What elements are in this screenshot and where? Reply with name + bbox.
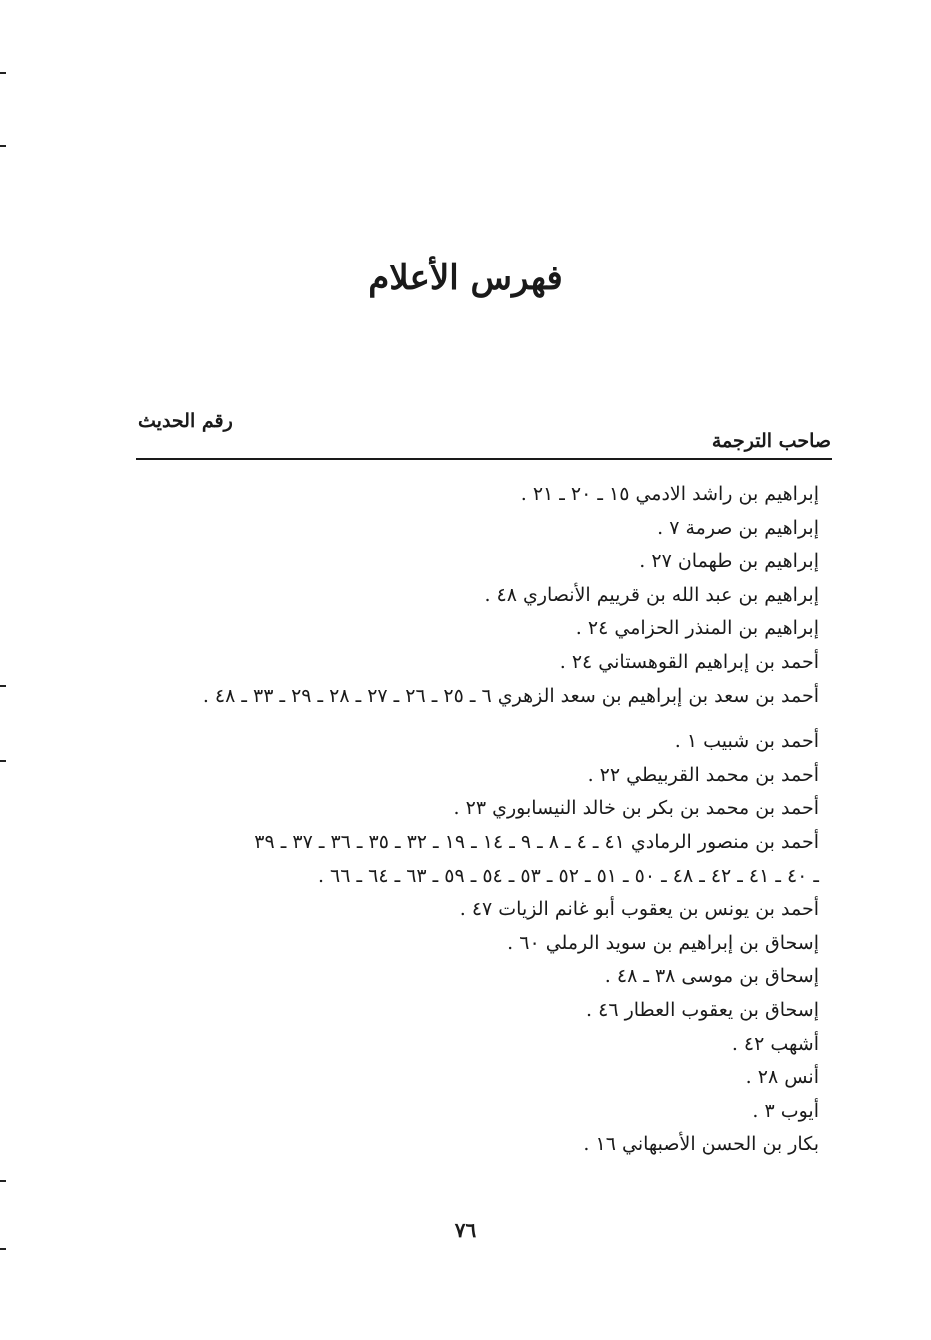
index-entry: أحمد بن منصور الرمادي ٤١ ـ ٤ ـ ٨ ـ ٩ ـ ١٤ ـ ١٩ ـ ٣٢ ـ ٣٥ ـ ٣٦ ـ ٣٧ ـ ٣٩	[254, 830, 819, 853]
index-entry: إبراهيم بن صرمة ٧ .	[657, 516, 819, 539]
index-entry: أشهب ٤٢ .	[731, 1032, 819, 1055]
index-entry: إبراهيم بن راشد الادمي ١٥ ـ ٢٠ ـ ٢١ .	[520, 483, 819, 505]
margin-mark	[0, 1248, 6, 1250]
index-entry: إسحاق بن موسى ٣٨ ـ ٤٨ .	[604, 965, 819, 988]
column-header-hadith-number: رقم الحديث	[138, 410, 233, 432]
index-entry: أحمد بن شبيب ١ .	[674, 730, 819, 753]
index-entry: أحمد بن محمد القربيطي ٢٢ .	[587, 763, 819, 786]
index-entry: إبراهيم بن عبد الله بن قرييم الأنصاري ٤٨ .	[484, 583, 819, 606]
index-entry: أنس ٢٨ .	[745, 1066, 819, 1089]
index-entries	[109, 478, 819, 1162]
margin-mark	[0, 1180, 6, 1182]
index-entry-continuation: ـ ٤٠ ـ ٤١ ـ ٤٢ ـ ٤٨ ـ ٥٠ ـ ٥١ ـ ٥٢ ـ ٥٣ ـ ٥٤ ـ ٥٩ ـ ٦٣ ـ ٦٤ ـ ٦٦ .	[317, 864, 819, 887]
index-entry: إسحاق بن يعقوب العطار ٤٦ .	[586, 998, 819, 1021]
index-entry: أحمد بن محمد بن بكر بن خالد النيسابوري ٢٣ .	[453, 797, 819, 820]
index-entry: إبراهيم بن المنذر الحزامي ٢٤ .	[575, 617, 819, 640]
page-title: فهرس الأعلام	[368, 258, 563, 298]
index-entry: بكار بن الحسن الأصبهاني ١٦ .	[583, 1133, 819, 1156]
index-entry: إسحاق بن إبراهيم بن سويد الرملي ٦٠ .	[507, 931, 819, 954]
index-entry: أحمد بن يونس بن يعقوب أبو غانم الزيات ٤٧ .	[459, 898, 819, 921]
index-entry: إبراهيم بن طهمان ٢٧ .	[639, 550, 819, 573]
margin-mark	[0, 145, 6, 147]
index-entry: أحمد بن إبراهيم القوهستاني ٢٤ .	[559, 650, 819, 673]
index-entry: أيوب ٣ .	[752, 1099, 819, 1122]
margin-mark	[0, 760, 6, 762]
column-header-subject: صاحب الترجمة	[711, 430, 831, 452]
header-divider	[136, 458, 832, 460]
margin-mark	[0, 685, 6, 687]
margin-mark	[0, 72, 6, 74]
index-entry: أحمد بن سعد بن إبراهيم بن سعد الزهري ٦ ـ ٢٥ ـ ٢٦ ـ ٢٧ ـ ٢٨ ـ ٢٩ ـ ٣٣ ـ ٤٨ .	[202, 684, 819, 707]
page-number: ٧٦	[454, 1218, 477, 1242]
